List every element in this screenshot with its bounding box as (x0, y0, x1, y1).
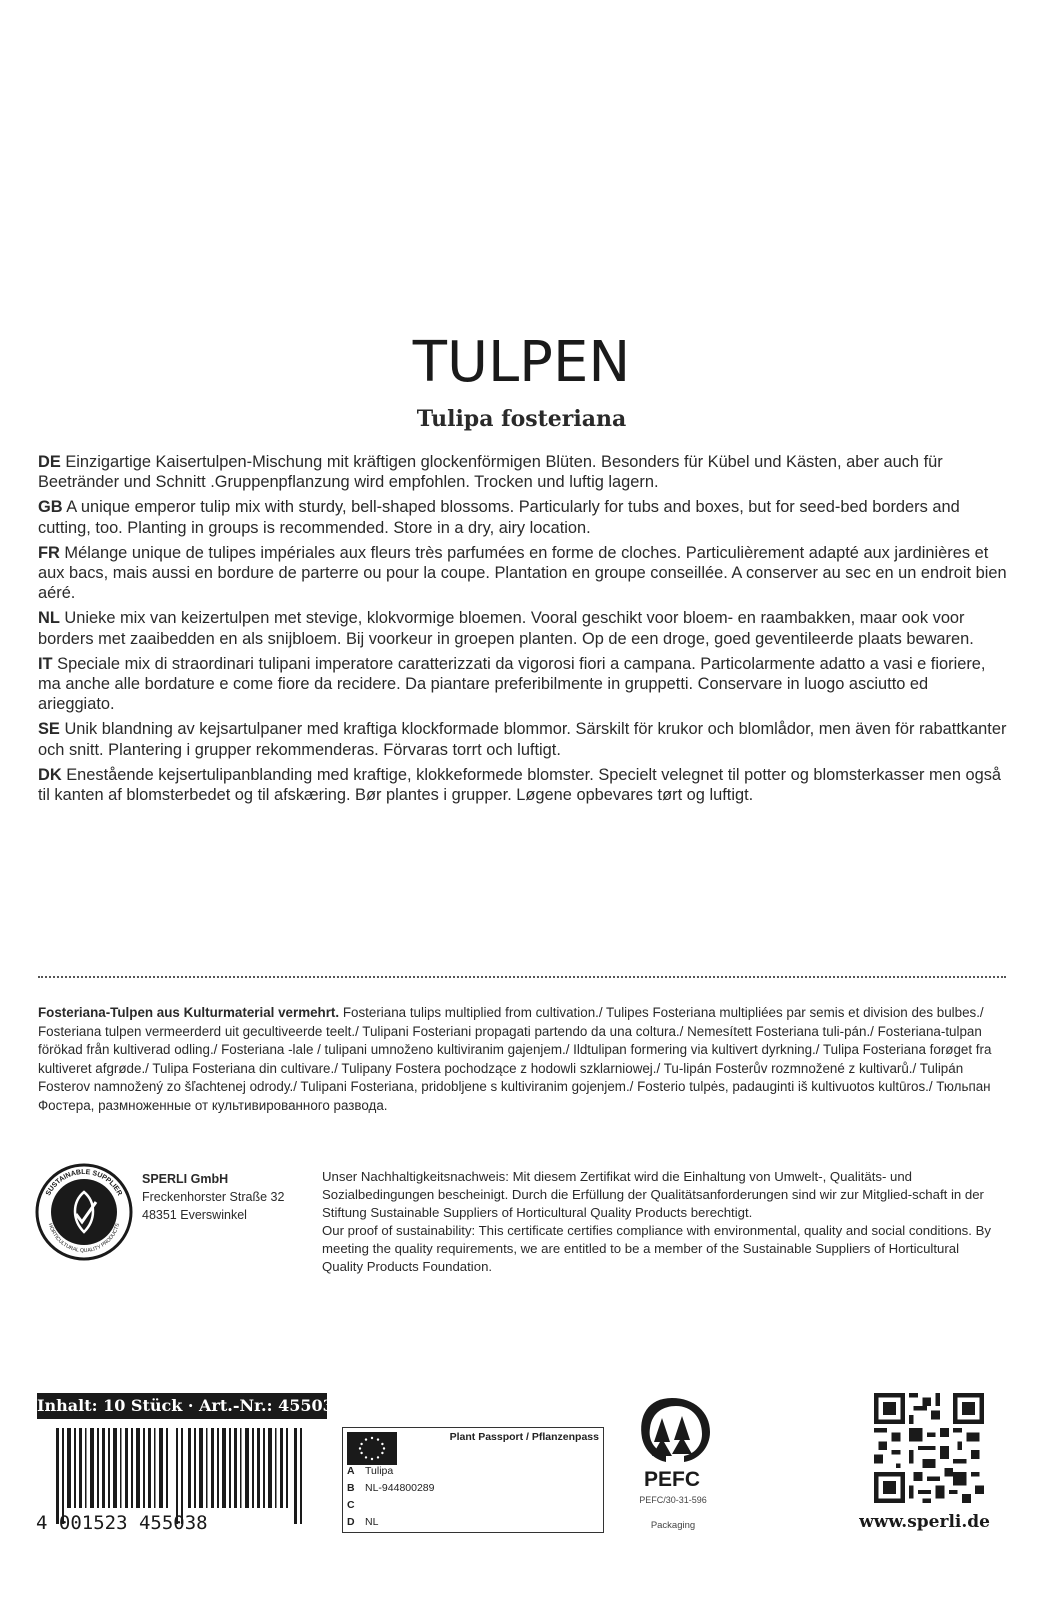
language-code: NL (38, 609, 60, 628)
language-code: GB (38, 498, 63, 517)
passport-value: NL-944800289 (365, 1482, 435, 1494)
language-code: IT (38, 654, 53, 673)
description-text: Unieke mix van keizertulpen met stevige, klokvormige bloemen. Vooral geschikt voor bloem- en raambakken, maar ook voor borders met zaaibedden en als snijbloem. Bij voorkeur in groepen planten. Op de een droge, goed geventileerde plaats bewaren. (38, 609, 974, 648)
passport-row-c (347, 1499, 365, 1511)
company-address (142, 1170, 284, 1224)
sustainability-de: Unser Nachhaltigkeitsnachweis: Mit diesem Zertifikat wird die Einhaltung von Umwelt-, Qualitäts- und Sozialbedingungen bescheinigt. Durch die Erfüllung der Qualitätsanforderungen sind wir zur Mitglied-schaft in der Stiftung Sustainable Suppliers of Horticultural Quality Products berechtigt. (322, 1169, 984, 1220)
company-city: 48351 Everswinkel (142, 1208, 247, 1222)
sustainability-en: Our proof of sustainability: This certificate certifies compliance with environmental, quality and social conditions. By meeting the quality requirements, we are entitled to be a member of the Sustainable Suppliers of Horticultural Quality Products Foundation. (322, 1223, 991, 1274)
passport-key: C (347, 1499, 355, 1511)
botanical-name: Tulipa fosteriana (416, 406, 627, 432)
dotted-divider (38, 976, 1006, 978)
product-title: TULPEN (412, 330, 631, 395)
content-article-label: Inhalt: 10 Stück · Art.-Nr.: 455038 (37, 1393, 327, 1419)
description-list (38, 452, 1008, 810)
description-text: Unik blandning av kejsartulpaner med kraftiga klockformade blommor. Särskilt för krukor och blomlådor, men även för rabattkanter och snitt. Plantering i grupper rekommenderas. Förvaras torrt och luftigt. (38, 720, 1007, 759)
company-street: Freckenhorster Straße 32 (142, 1190, 285, 1204)
description-text: Speciale mix di straordinari tulipani imperatore caratterizzati da vigorosi fiori a campana. Particolarmente adatto a vasi e fioriere, ma anche alle bordature e come fiore da recidere. Da piantare preferibilmente in gruppetti. Conservare in luogo asciutto ed arieggiato. (38, 654, 986, 714)
description-fr (38, 543, 1008, 604)
origin-statement (38, 1004, 1006, 1116)
pefc-packaging: Packaging (650, 1520, 696, 1531)
language-code: FR (38, 543, 60, 562)
passport-key: B (347, 1482, 355, 1494)
description-text: Einzigartige Kaisertulpen-Mischung mit kräftigen glockenförmigen Blüten. Besonders für Kübel und Kästen, aber auch für Beetränder und Schnitt .Gruppenpflanzung wird empfohlen. Trocken und luftig lagern. (38, 453, 943, 492)
passport-row-a (347, 1465, 393, 1477)
description-gb (38, 497, 1008, 537)
website-link[interactable]: www.sperli.de (859, 1512, 990, 1532)
origin-text: Fosteriana tulips multiplied from cultivation./ Tulipes Fosteriana multipliées par semis et division des bulbes./ Fosteriana tulpen vermeerderd uit gecultiveerde teelt./ Tulipani Fosteriani propagati partendo da una coltura./ Nemesített Fosteriana tuli-pán./ Fosteriana-tulpan förökad från kultiverad odling./ Fosteriana -lale / tulipani umnoženo kultiviranim gajenjem./ Ildtulipan formering via kultivert dyrkning./ Tulipa Fosteriana forøget fra kultiveret afgrøde./ Tulipa Fosteriana din cultivare./ Tulipany Fostera pochodzące z hodowli szklarniowej./ Tu-lipán Fosterův rozmnožené z kultivarů./ Tulipán Fosterov namnožený zo šľachtenej odrody./ Tulipani Fosteriana, pridobljene s kultiviranim gojenjem./ Fosterio tulpės, padauginti iš kultivuotos kultūros./ Тюльпан Фостера, размноженные от культивированного развода. (38, 1005, 992, 1113)
pefc-logo-icon (632, 1394, 712, 1494)
description-it (38, 654, 1008, 715)
passport-key: A (347, 1465, 355, 1477)
barcode-number: 4 001523 455038 (36, 1512, 208, 1534)
pefc-wordmark: PEFC (643, 1468, 701, 1491)
company-name: SPERLI GmbH (142, 1172, 229, 1186)
passport-row-b (347, 1482, 434, 1494)
description-text: Enestående kejsertulipanblanding med kraftige, klokkeformede blomster. Specielt velegnet til potter og blomsterkasser men også til kanten af blomsterbedet og til afskæring. Bør plantes i grupper. Løgene opbevares tørt og luftigt. (38, 765, 1002, 805)
description-text: A unique emperor tulip mix with sturdy, bell-shaped blossoms. Particularly for tubs and boxes, but for seed-bed borders and cutting, too. Planting in groups is recommended. Store in a dry, airy location. (38, 498, 960, 537)
plant-passport-title: Plant Passport / Pflanzenpass (449, 1431, 599, 1443)
pefc-code: PEFC/30-31-596 (639, 1495, 707, 1505)
qr-code-icon (874, 1393, 984, 1503)
seal-ring-top: SUSTAINABLE SUPPLIER (45, 1168, 123, 1197)
language-code: DE (38, 453, 61, 471)
passport-value: Tulipa (365, 1465, 394, 1477)
language-code: SE (38, 720, 60, 739)
language-code: DK (38, 765, 62, 784)
description-nl (38, 608, 1008, 648)
description-dk (38, 765, 1008, 805)
origin-lead: Fosteriana-Tulpen aus Kulturmaterial vermehrt. (38, 1005, 340, 1020)
sustainability-statement (322, 1168, 1002, 1276)
description-de (38, 452, 1008, 492)
passport-row-d (347, 1516, 378, 1528)
sustainable-supplier-seal-icon (34, 1162, 134, 1262)
description-text: Mélange unique de tulipes impériales aux fleurs très parfumées en forme de cloches. Particulièrement adapté aux jardinières et aux bacs, mais aussi en bordure de parterre ou pour la coupe. Plantation en groupe conseillée. A conserver au sec en un endroit bien aéré. (38, 543, 1007, 603)
passport-key: D (347, 1516, 355, 1528)
seal-ring-bottom: HORTICULTURAL QUALITY PRODUCTS (46, 1222, 122, 1255)
description-se (38, 719, 1008, 759)
eu-flag-icon (347, 1432, 397, 1465)
passport-value: NL (365, 1516, 379, 1528)
plant-passport (342, 1427, 604, 1533)
